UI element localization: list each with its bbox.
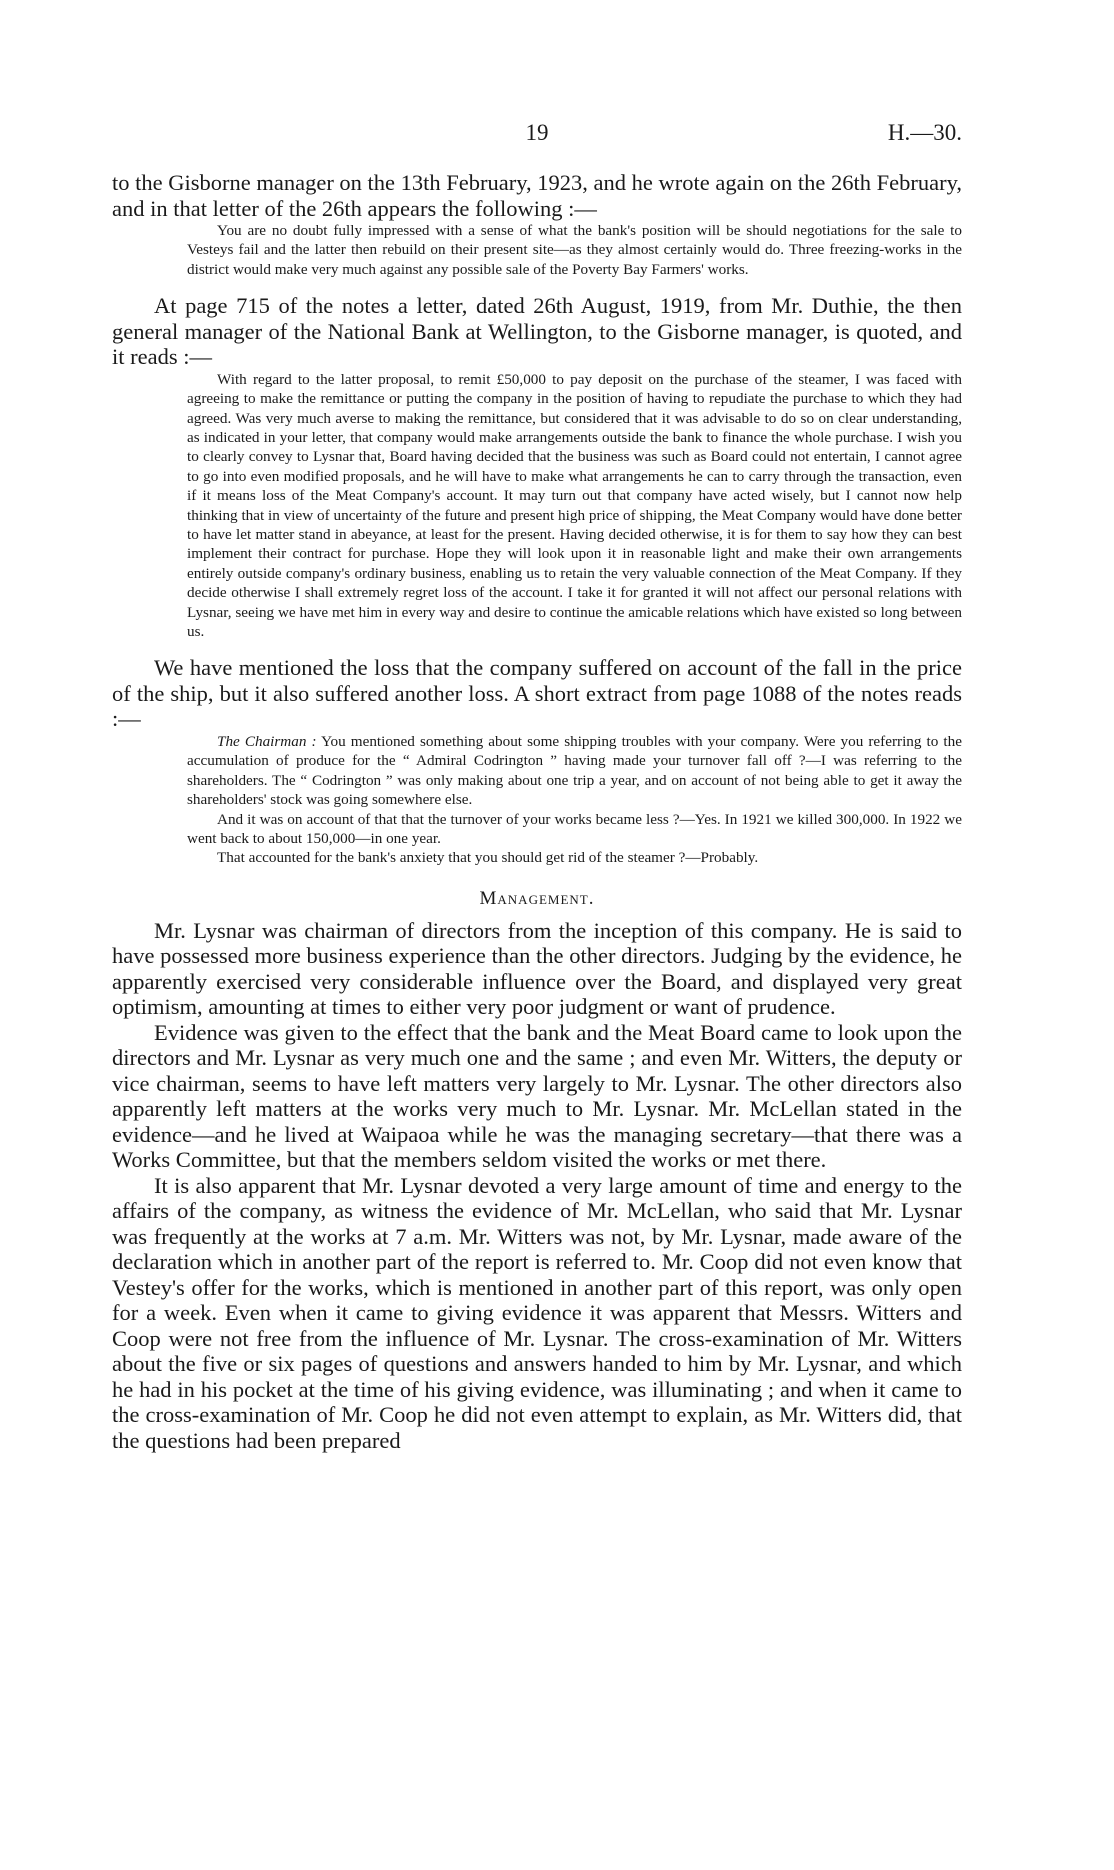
page-content bbox=[112, 170, 962, 1453]
quote-3 bbox=[187, 732, 962, 868]
page-number: 19 bbox=[525, 120, 549, 145]
quote-1-text: You are no doubt fully impressed with a sense of what the bank's position will be should negotiations for the sale to Vesteys fail and the latter then rebuild on their present site—as they almost certainly would do. Three freezing-works in the district would make very much against any possible sale of the Poverty Bay Farmers' works. bbox=[187, 222, 962, 278]
quote-3-line-1-text: You mentioned something about some shipping troubles with your company. Were you referring to the accumulation of produce for the “ Admiral Codrington ” having made your turnover fall off ?—I was referring to the shareholders. The “ Codrington ” was only making about one trip a year, and on account of not being able to get it away the shareholders' stock was going somewhere else. bbox=[187, 732, 962, 809]
paragraph-6: It is also apparent that Mr. Lysnar devoted a very large amount of time and energy to the affairs of the company, as witness the evidence of Mr. McLellan, who said that Mr. Lysnar was frequently at the works at 7 a.m. Mr. Witters was not, by Mr. Lysnar, made aware of the declaration which in another part of the report is referred to. Mr. Coop did not even know that Vestey's offer for the works, which is mentioned in another part of this report, was only open for a week. Even when it came to giving evidence it was apparent that Messrs. Witters and Coop were not free from the influence of Mr. Lysnar. The cross-examination of Mr. Witters about the five or six pages of questions and answers handed to him by Mr. Lysnar, and which he had in his pocket at the time of his giving evidence, was illuminating ; and when it came to the cross-examination of Mr. Coop he did not even attempt to explain, as Mr. Witters did, that the questions had been prepared bbox=[112, 1172, 962, 1453]
quote-3-speaker: The Chairman : bbox=[217, 732, 317, 750]
quote-1 bbox=[187, 221, 962, 279]
quote-2-text: With regard to the latter proposal, to remit £50,000 to pay deposit on the purchase of the steamer, I was faced with agreeing to make the remittance or putting the company in the position of having to repudiate the purchase to which they had agreed. Was very much averse to making the remittance, but considered that it was advisable to do so on clear understanding, as indicated in your letter, that company would make arrangements outside the bank to finance the whole purchase. I wish you to clearly convey to Lysnar that, Board having decided that the business was such as Board could not entertain, I cannot agree to go into even modified proposals, and he will have to make what arrangements he can to carry through the transaction, even if it means loss of the Meat Company's account. It may turn out that company have acted wisely, but I cannot now help thinking that in view of uncertainty of the future and present high price of shipping, the Meat Company would have done better to have let matter stand in abeyance, at least for the present. Having decided otherwise, it is for them to say how they can best implement their contract for purchase. Hope they will look upon it in reasonable light and make their own arrangements entirely outside company's ordinary business, enabling us to retain the very valuable connection of the Meat Company. If they decide otherwise I shall extremely regret loss of the account. I take it for granted it will not affect our personal relations with Lysnar, seeing we have met him in every way and desire to continue the amicable relations which have existed so long between us. bbox=[187, 370, 962, 640]
document-reference: H.—30. bbox=[887, 120, 962, 145]
quote-2 bbox=[187, 370, 962, 642]
section-heading-management: Management. bbox=[479, 887, 595, 909]
paragraph-4: Mr. Lysnar was chairman of directors from the inception of this company. He is said to have possessed more business experience than the other directors. Judging by the evidence, he apparently exercised very considerable influence over the Board, and displayed very great optimism, amounting at times to either very poor judgment or want of prudence. bbox=[112, 917, 962, 1020]
quote-3-line-3: That accounted for the bank's anxiety that you should get rid of the steamer ?—Probably. bbox=[217, 849, 759, 867]
quote-3-line-1 bbox=[187, 732, 962, 810]
paragraph-5: Evidence was given to the effect that the bank and the Meat Board came to look upon the directors and Mr. Lysnar as very much one and the same ; and even Mr. Witters, the deputy or vice chairman, seems to have left matters very largely to Mr. Lysnar. The other directors also apparently left matters at the works very much to Mr. Lysnar. Mr. McLellan stated in the evidence—and he lived at Waipaoa while he was the managing secretary—that there was a Works Committee, but that the members seldom visited the works or met there. bbox=[112, 1019, 962, 1173]
paragraph-2: At page 715 of the notes a letter, dated 26th August, 1919, from Mr. Duthie, the then general manager of the National Bank at Wellington, to the Gisborne manager, is quoted, and it reads :— bbox=[112, 293, 962, 370]
paragraph-1: to the Gisborne manager on the 13th February, 1923, and he wrote again on the 26th February, and in that letter of the 26th appears the following :— bbox=[112, 170, 962, 221]
page-header bbox=[112, 120, 962, 150]
quote-3-line-2: And it was on account of that that the turnover of your works became less ?—Yes. In 1921 we killed 300,000. In 1922 we went back to about 150,000—in one year. bbox=[187, 810, 962, 847]
paragraph-3: We have mentioned the loss that the company suffered on account of the fall in the price of the ship, but it also suffered another loss. A short extract from page 1088 of the notes reads :— bbox=[112, 655, 962, 732]
